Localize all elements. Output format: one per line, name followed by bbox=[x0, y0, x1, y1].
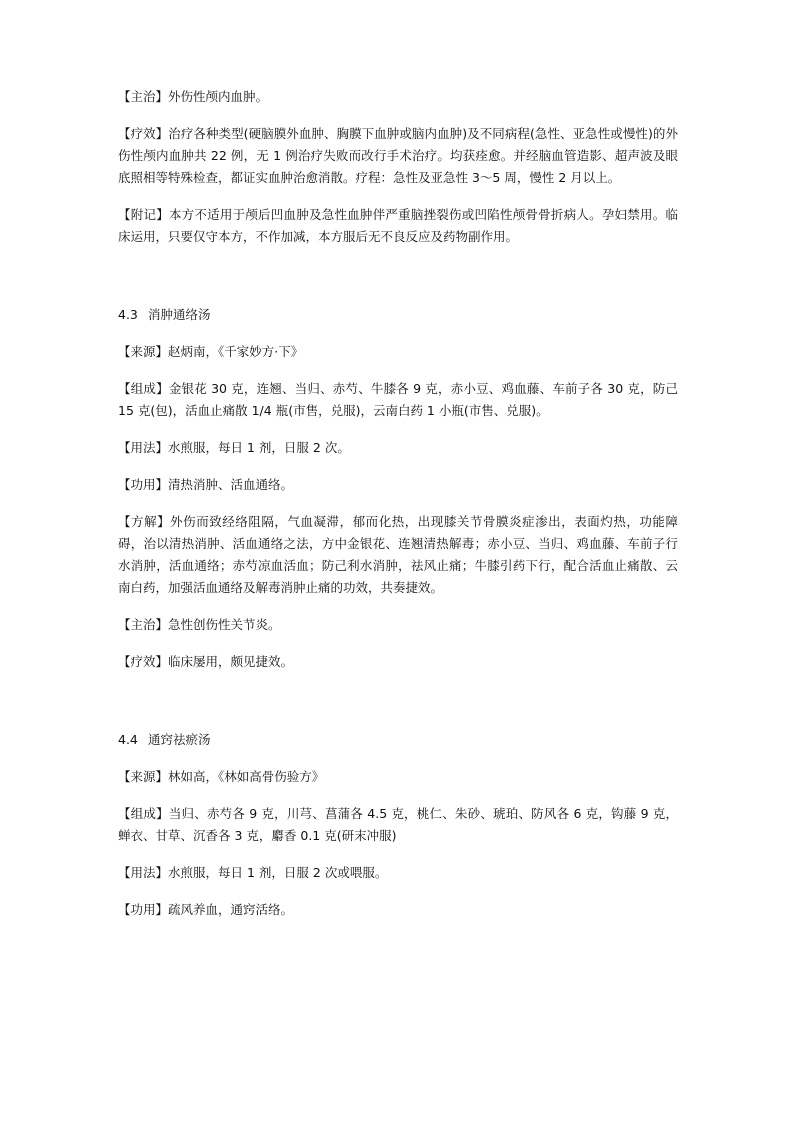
label-tag: 【用法】 bbox=[118, 865, 169, 880]
section-title: 消肿通络汤 bbox=[148, 307, 211, 322]
section-number: 4.4 bbox=[118, 732, 138, 747]
paragraph-composition bbox=[118, 378, 678, 422]
paragraph-function bbox=[118, 474, 678, 496]
label-tag: 【附记】 bbox=[118, 207, 169, 222]
paragraph-usage bbox=[118, 437, 678, 459]
paragraph-text: 水煎服，每日 1 剂，日服 2 次或喂服。 bbox=[168, 865, 388, 880]
paragraph-indication bbox=[118, 86, 678, 108]
paragraph-function bbox=[118, 899, 678, 921]
label-tag: 【主治】 bbox=[118, 89, 169, 104]
paragraph-text: 清热消肿、活血通络。 bbox=[168, 477, 294, 492]
label-tag: 【来源】 bbox=[118, 769, 169, 784]
label-tag: 【组成】 bbox=[118, 806, 169, 821]
paragraph-text: 水煎服，每日 1 剂，日服 2 次。 bbox=[168, 440, 350, 455]
paragraph-text: 金银花 30 克，连翘、当归、赤芍、牛膝各 9 克，赤小豆、鸡血藤、车前子各 30 克，防己 15 克(包)，活血止痛散 1/4 瓶(市售，兑服)，云南白药 1 小瓶(市售、兑服)。 bbox=[118, 381, 678, 418]
paragraph-note bbox=[118, 204, 678, 248]
paragraph-text: 外伤性颅内血肿。 bbox=[168, 89, 269, 104]
label-tag: 【方解】 bbox=[118, 514, 171, 529]
paragraph-composition bbox=[118, 803, 678, 847]
paragraph-text: 急性创伤性关节炎。 bbox=[168, 617, 281, 632]
label-tag: 【疗效】 bbox=[118, 126, 169, 141]
paragraph-text: 林如高，《林如高骨伤验方》 bbox=[168, 769, 325, 784]
label-tag: 【主治】 bbox=[118, 617, 169, 632]
paragraph-efficacy bbox=[118, 123, 678, 189]
document-page bbox=[118, 86, 678, 936]
label-tag: 【功用】 bbox=[118, 477, 169, 492]
paragraph-efficacy bbox=[118, 651, 678, 673]
paragraph-text: 疏风养血，通窍活络。 bbox=[168, 902, 294, 917]
paragraph-text: 外伤而致经络阻隔，气血凝滞，郁而化热，出现膝关节骨膜炎症渗出，表面灼热，功能障碍，治以清热消肿、活血通络之法，方中金银花、连翘清热解毒；赤小豆、当归、鸡血藤、车前子行水消肿，活血通络；赤芍凉血活血；防己利水消肿，祛风止痛；牛膝引药下行，配合活血止痛散、云南白药，加强活血通络及解毒消肿止痛的功效，共奏捷效。 bbox=[118, 514, 678, 595]
paragraph-text: 当归、赤芍各 9 克，川芎、菖蒲各 4.5 克，桃仁、朱砂、琥珀、防风各 6 克，钩藤 9 克，蝉衣、甘草、沉香各 3 克，麝香 0.1 克(研末冲服) bbox=[118, 806, 678, 843]
label-tag: 【功用】 bbox=[118, 902, 169, 917]
paragraph-usage bbox=[118, 862, 678, 884]
paragraph-text: 临床屡用，颇见捷效。 bbox=[168, 654, 294, 669]
section-title: 通窍祛瘀汤 bbox=[148, 732, 211, 747]
paragraph-source bbox=[118, 341, 678, 363]
label-tag: 【疗效】 bbox=[118, 654, 169, 669]
paragraph-text: 治疗各种类型(硬脑膜外血肿、胸膜下血肿或脑内血肿)及不同病程(急性、亚急性或慢性)的外伤性颅内血肿共 22 例，无 1 例治疗失败而改行手术治疗。均获痊愈。并经脑血管造影、超声波及眼底照相等特殊检查，都证实血肿治愈消散。疗程：急性及亚急性 3～5 周，慢性 2 月以上。 bbox=[118, 126, 678, 185]
section-heading bbox=[118, 304, 678, 326]
label-tag: 【用法】 bbox=[118, 440, 169, 455]
paragraph-source bbox=[118, 766, 678, 788]
paragraph-text: 赵炳南，《千家妙方·下》 bbox=[168, 344, 304, 359]
section-number: 4.3 bbox=[118, 307, 138, 322]
label-tag: 【组成】 bbox=[118, 381, 169, 396]
label-tag: 【来源】 bbox=[118, 344, 169, 359]
paragraph-text: 本方不适用于颅后凹血肿及急性血肿伴严重脑挫裂伤或凹陷性颅骨骨折病人。孕妇禁用。临床运用，只要仅守本方，不作加减，本方服后无不良反应及药物副作用。 bbox=[118, 207, 678, 244]
paragraph-indication bbox=[118, 614, 678, 636]
section-heading bbox=[118, 729, 678, 751]
paragraph-explanation bbox=[118, 511, 678, 599]
